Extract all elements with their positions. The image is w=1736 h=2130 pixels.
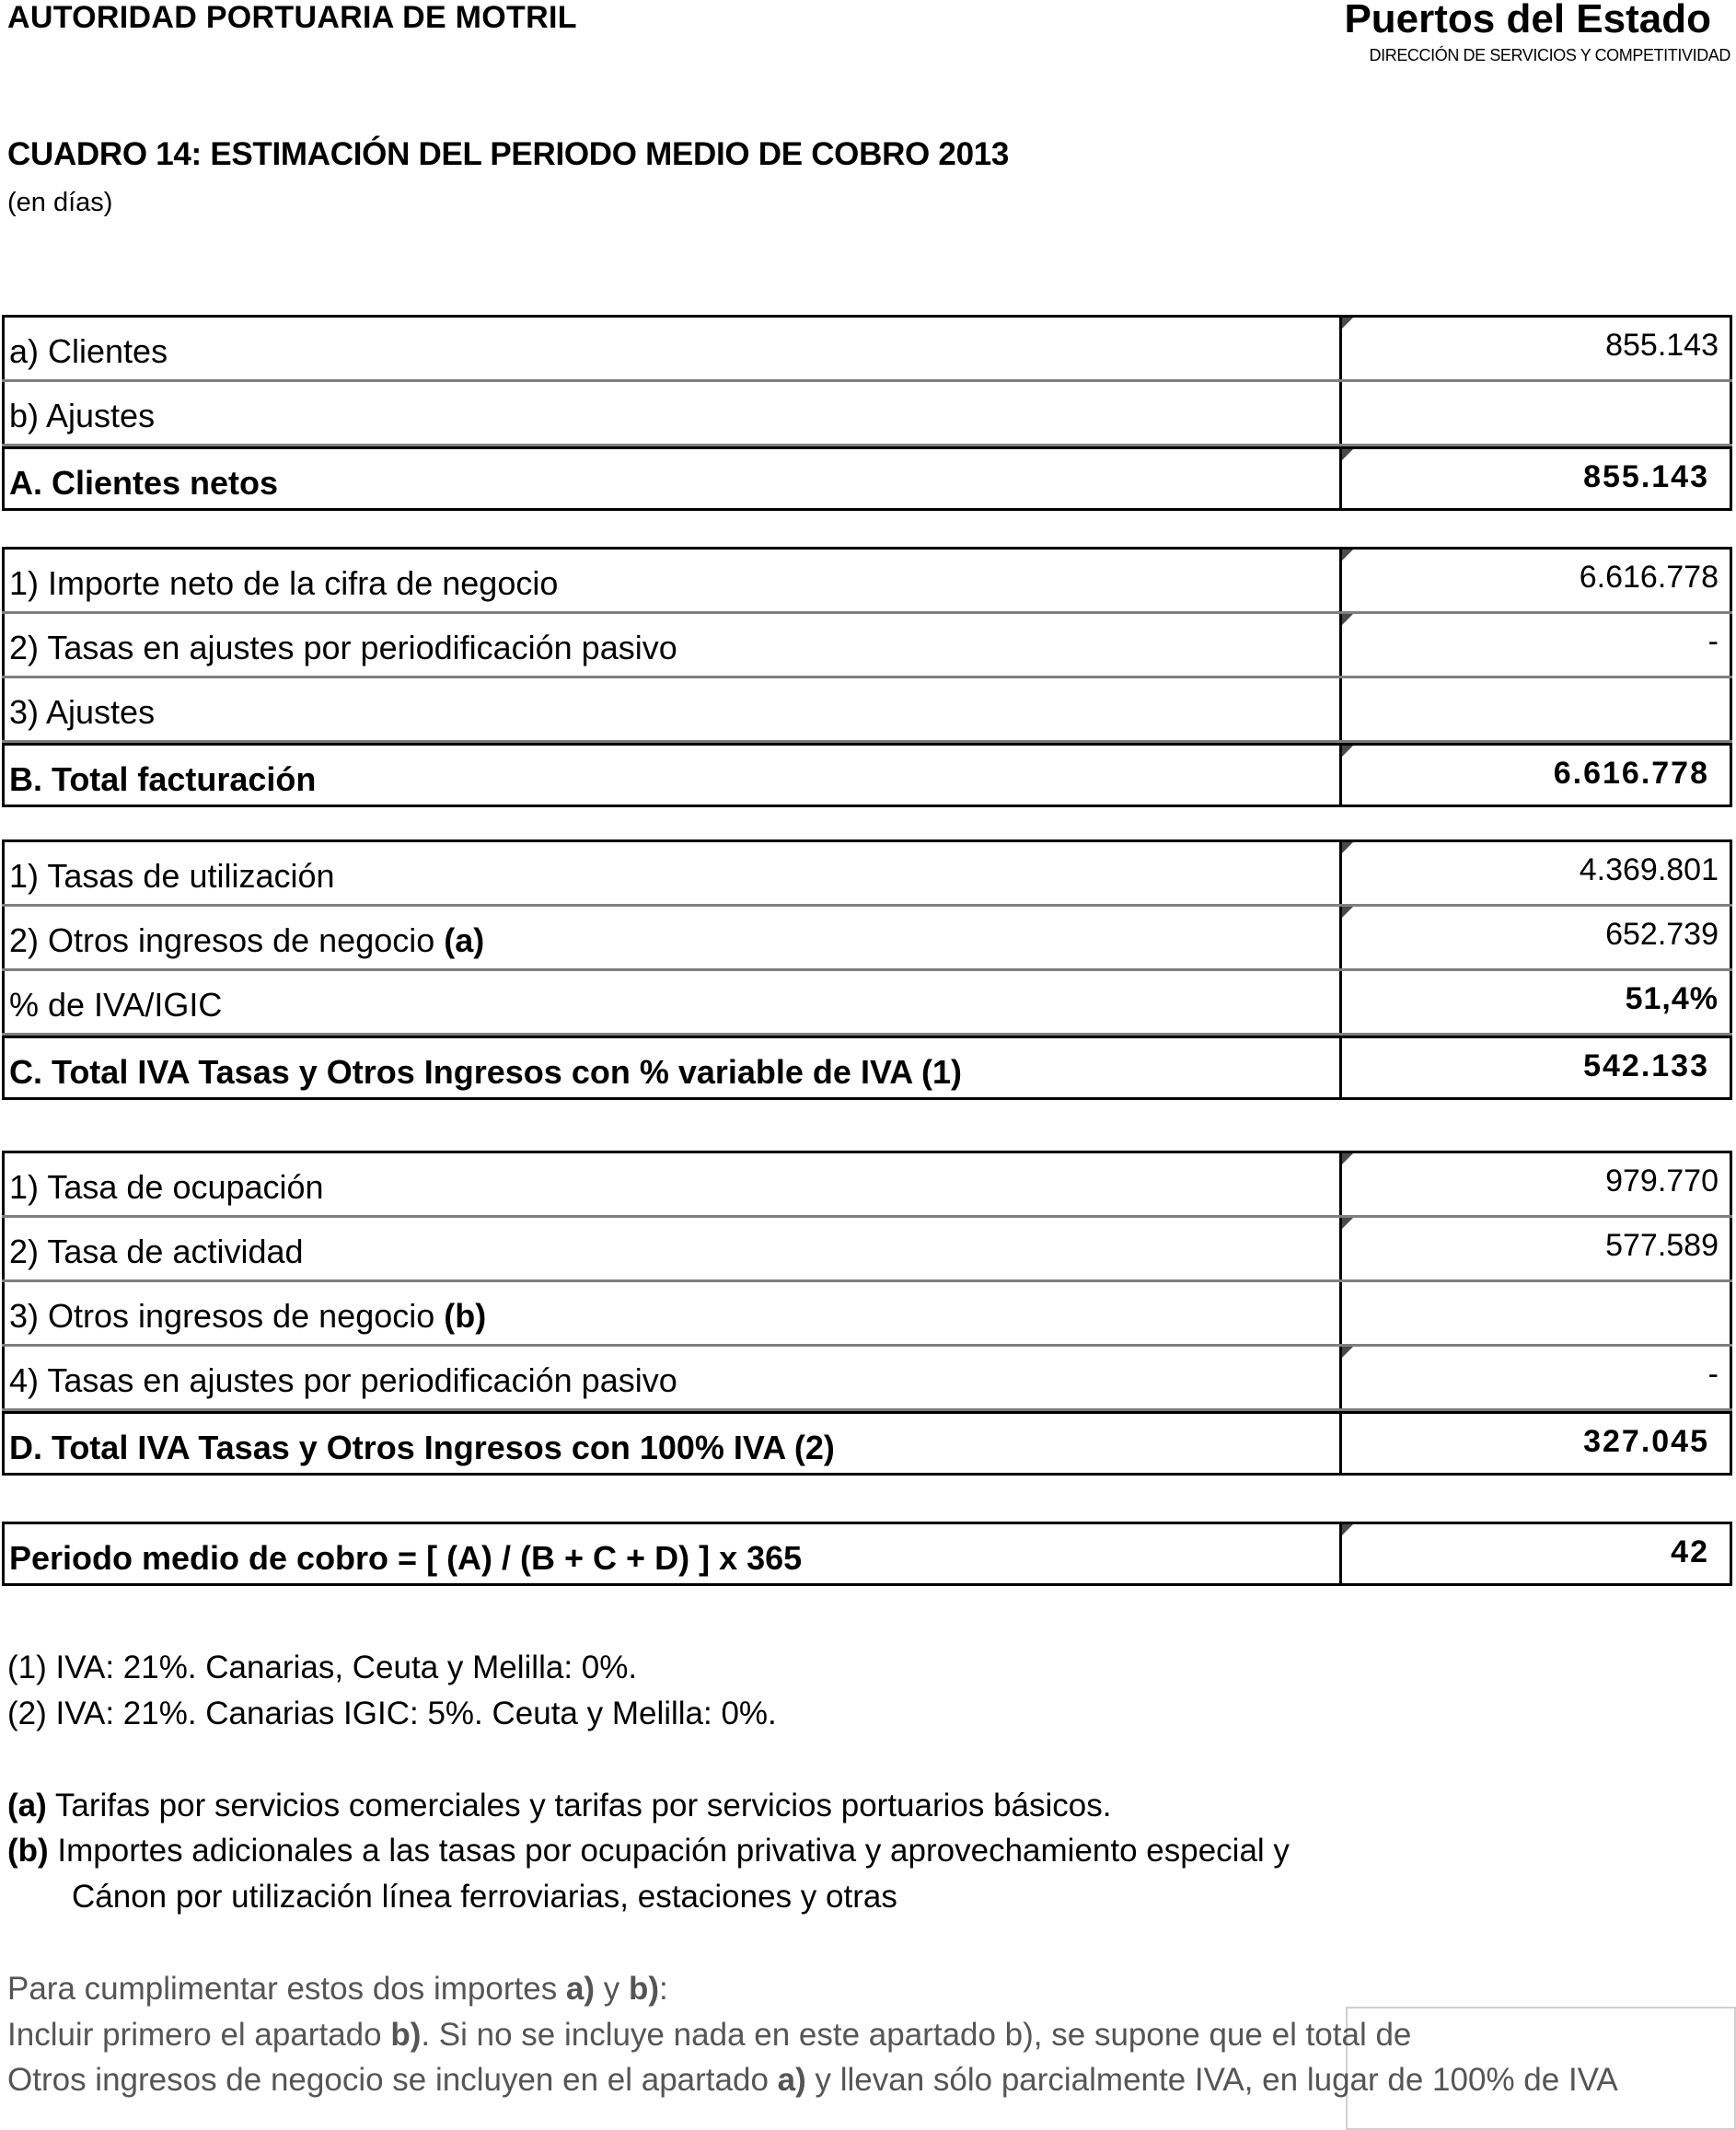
row-value-cell [1342, 1282, 1732, 1344]
row-label: 2) Tasa de actividad [2, 1218, 1342, 1279]
footnote-a-text: Tarifas por servicios comerciales y tarifas por servicios portuarios básicos. [46, 1788, 1112, 1823]
footnote-a [7, 1788, 1112, 1824]
row-label: a) Clientes [2, 318, 1342, 379]
table-row [2, 382, 1732, 446]
row-value-cell [1342, 907, 1732, 968]
table-row [2, 550, 1732, 614]
report-title: CUADRO 14: ESTIMACIÓN DEL PERIODO MEDIO DE COBRO 2013 [7, 136, 1010, 172]
table-result [2, 1522, 1732, 1586]
cell-marker-icon [1342, 907, 1353, 918]
instructions-text: y [595, 1971, 629, 2007]
table-row [2, 318, 1732, 382]
instructions-mark: a) [777, 2062, 806, 2098]
footnote-a-mark: (a) [7, 1788, 47, 1823]
table-row [2, 971, 1732, 1036]
row-label-text: 2) Otros ingresos de negocio [9, 921, 445, 959]
cell-marker-icon [1342, 1153, 1353, 1164]
row-label: 1) Importe neto de la cifra de negocio [2, 550, 1342, 611]
row-value: 51,4% [1625, 981, 1719, 1016]
instructions-text: Incluir primero el apartado [7, 2017, 391, 2053]
instructions-line-2 [7, 2017, 1411, 2054]
row-label: 1) Tasa de ocupación [2, 1153, 1342, 1215]
instructions-text: Para cumplimentar estos dos importes [7, 1971, 566, 2007]
row-label-note-mark: (b) [444, 1297, 487, 1335]
table-row [2, 842, 1732, 907]
instructions-mark: a) [565, 1971, 596, 2007]
row-value: 4.369.801 [1579, 852, 1719, 887]
row-value-cell [1342, 1218, 1732, 1279]
row-label: % de IVA/IGIC [2, 971, 1342, 1033]
cell-marker-icon [1342, 746, 1353, 757]
report-subtitle: (en días) [7, 188, 113, 217]
row-value-cell [1342, 449, 1732, 508]
row-label: B. Total facturación [2, 746, 1342, 805]
row-label [2, 1282, 1342, 1344]
cell-marker-icon [1342, 449, 1353, 460]
row-label: 1) Tasas de utilización [2, 842, 1342, 904]
cell-marker-icon [1342, 1218, 1353, 1229]
instructions-line-1 [7, 1971, 668, 2008]
table-section-d [2, 1151, 1732, 1476]
instructions-text: Otros ingresos de negocio se incluyen en el apartado [7, 2062, 778, 2098]
row-value-cell [1342, 842, 1732, 904]
row-label: C. Total IVA Tasas y Otros Ingresos con % variable de IVA (1) [2, 1038, 1342, 1097]
row-value: 979.770 [1605, 1163, 1719, 1198]
row-label: b) Ajustes [2, 382, 1342, 444]
brand-name: Puertos del Estado [1344, 0, 1711, 41]
row-value-cell [1342, 1347, 1732, 1408]
row-value-cell [1342, 318, 1732, 379]
row-value: 855.143 [1605, 328, 1719, 363]
instructions-text: . Si no se incluye nada en este apartado b), se supone que el total de [421, 2017, 1412, 2053]
row-label: 4) Tasas en ajustes por periodificación pasivo [2, 1347, 1342, 1408]
instructions-text: : [659, 1971, 668, 2007]
table-row [2, 1218, 1732, 1282]
row-value: 327.045 [1583, 1424, 1709, 1459]
row-value-cell [1342, 746, 1732, 805]
row-value-cell [1342, 678, 1732, 740]
row-value-cell [1342, 1153, 1732, 1215]
row-value: 577.589 [1605, 1228, 1719, 1263]
table-row [2, 1347, 1732, 1411]
table-section-c [2, 839, 1732, 1100]
cell-marker-icon [1342, 318, 1353, 329]
table-row-total [2, 1036, 1732, 1097]
row-value: 542.133 [1583, 1048, 1709, 1083]
result-row [2, 1524, 1732, 1583]
table-section-a [2, 315, 1732, 511]
table-row [2, 1282, 1732, 1347]
row-value: - [1707, 624, 1719, 659]
result-value: 42 [1671, 1534, 1709, 1569]
result-value-cell [1342, 1524, 1732, 1583]
row-label: D. Total IVA Tasas y Otros Ingresos con 100% IVA (2) [2, 1414, 1342, 1473]
table-row-total [2, 446, 1732, 508]
row-value: 855.143 [1583, 459, 1709, 494]
row-label: 3) Ajustes [2, 678, 1342, 740]
instructions-text: y llevan sólo parcialmente IVA, en lugar de 100% de IVA [805, 2062, 1618, 2098]
row-value-cell [1342, 550, 1732, 611]
row-value: 652.739 [1605, 917, 1719, 952]
cell-marker-icon [1342, 842, 1353, 853]
row-value: 6.616.778 [1579, 560, 1719, 595]
table-row [2, 907, 1732, 971]
row-value: - [1707, 1357, 1719, 1392]
cell-marker-icon [1342, 1524, 1353, 1535]
footnote-1: (1) IVA: 21%. Canarias, Ceuta y Melilla: 0%. [7, 1650, 638, 1685]
footnote-2: (2) IVA: 21%. Canarias IGIC: 5%. Ceuta y Melilla: 0%. [7, 1696, 777, 1731]
row-label [2, 907, 1342, 968]
footnote-b-text: Importes adicionales a las tasas por ocupación privativa y aprovechamiento especial y [48, 1833, 1290, 1869]
cell-marker-icon [1342, 614, 1353, 625]
row-label: 2) Tasas en ajustes por periodificación pasivo [2, 614, 1342, 676]
table-row [2, 1153, 1732, 1218]
footnote-b [7, 1833, 1290, 1870]
row-value-cell [1342, 614, 1732, 676]
table-row-total [2, 1411, 1732, 1473]
table-row [2, 614, 1732, 678]
table-row [2, 678, 1732, 743]
row-value-cell [1342, 382, 1732, 444]
row-value: 6.616.778 [1553, 756, 1709, 791]
instructions-line-3 [7, 2062, 1618, 2099]
organization-name: AUTORIDAD PORTUARIA DE MOTRIL [7, 0, 577, 35]
table-section-b [2, 547, 1732, 807]
cell-marker-icon [1342, 1347, 1353, 1358]
row-value-cell [1342, 1038, 1732, 1097]
footnote-b-continued: Cánon por utilización línea ferroviarias, estaciones y otras [72, 1879, 897, 1915]
row-value-cell [1342, 1414, 1732, 1473]
row-label-note-mark: (a) [444, 921, 485, 959]
result-label: Periodo medio de cobro = [ (A) / (B + C + D) ] x 365 [2, 1524, 1342, 1583]
cell-marker-icon [1342, 550, 1353, 561]
instructions-mark: b) [629, 1971, 660, 2007]
row-label: A. Clientes netos [2, 449, 1342, 508]
footnote-b-mark: (b) [7, 1833, 49, 1869]
brand-subtitle: DIRECCIÓN DE SERVICIOS Y COMPETITIVIDAD [1369, 46, 1730, 64]
table-row-total [2, 743, 1732, 805]
instructions-mark: b) [390, 2017, 422, 2053]
row-label-text: 3) Otros ingresos de negocio [9, 1297, 445, 1335]
row-value-cell [1342, 971, 1732, 1033]
